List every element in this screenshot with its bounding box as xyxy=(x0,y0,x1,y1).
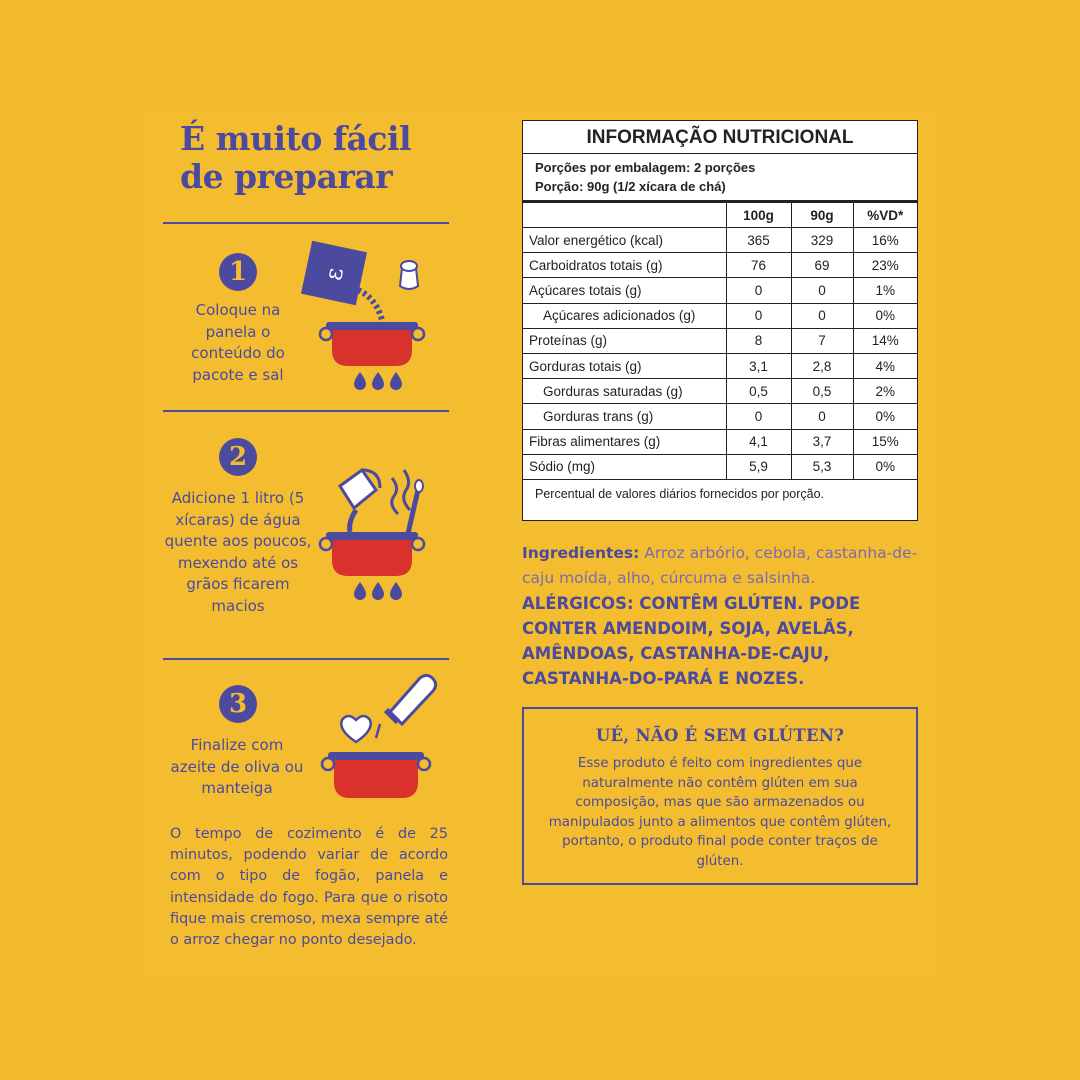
value-100g: 5,9 xyxy=(726,454,791,479)
step-2-illustration xyxy=(310,460,440,610)
flame-icon xyxy=(354,582,402,600)
value-90g: 0,5 xyxy=(791,379,853,404)
ingredients-label: Ingredientes: xyxy=(522,544,640,562)
nutrition-grid xyxy=(523,202,917,480)
value-vd: 1% xyxy=(853,278,917,303)
nutrient-label: Proteínas (g) xyxy=(523,328,726,353)
ingredients xyxy=(522,541,922,591)
measuring-cup-icon xyxy=(340,470,380,532)
column-header: %VD* xyxy=(853,203,917,228)
table-row xyxy=(523,379,917,404)
nutrition-footnote: Percentual de valores diários fornecidos por porção. xyxy=(535,486,825,501)
nutrient-label: Gorduras trans (g) xyxy=(523,404,726,429)
value-100g: 0 xyxy=(726,303,791,328)
ingredients-text: Arroz arbório, cebola, castanha-de-caju moída, alho, cúrcuma e salsinha. xyxy=(522,544,918,587)
column-header xyxy=(523,203,726,228)
value-90g: 3,7 xyxy=(791,429,853,454)
table-header-row xyxy=(523,203,917,228)
portion-size: Porção: 90g (1/2 xícara de chá) xyxy=(535,179,726,194)
table-row xyxy=(523,253,917,278)
table-row xyxy=(523,328,917,353)
value-90g: 329 xyxy=(791,228,853,253)
value-90g: 2,8 xyxy=(791,353,853,378)
oil-bottle-icon xyxy=(376,675,436,738)
divider xyxy=(163,222,449,224)
value-vd: 0% xyxy=(853,303,917,328)
column-header: 100g xyxy=(726,203,791,228)
pot-icon xyxy=(320,532,424,576)
value-vd: 16% xyxy=(853,228,917,253)
package-icon xyxy=(301,241,367,305)
page-title: É muito fácil de preparar xyxy=(180,119,412,196)
pot-icon xyxy=(322,752,430,798)
step-1-illustration xyxy=(296,228,446,398)
value-100g: 76 xyxy=(726,253,791,278)
value-100g: 8 xyxy=(726,328,791,353)
divider xyxy=(163,410,449,412)
svg-text:ε: ε xyxy=(319,265,349,283)
table-row xyxy=(523,429,917,454)
value-90g: 0 xyxy=(791,278,853,303)
pot-icon xyxy=(320,322,424,366)
value-100g: 4,1 xyxy=(726,429,791,454)
nutrient-label: Gorduras saturadas (g) xyxy=(523,379,726,404)
portions-per-package: Porções por embalagem: 2 porções xyxy=(535,160,756,175)
nutrient-label: Fibras alimentares (g) xyxy=(523,429,726,454)
gluten-notice-box xyxy=(522,707,918,885)
value-100g: 365 xyxy=(726,228,791,253)
value-100g: 0,5 xyxy=(726,379,791,404)
step-1-number: 1 xyxy=(219,253,257,291)
value-vd: 14% xyxy=(853,328,917,353)
step-3-illustration xyxy=(316,668,446,808)
value-vd: 0% xyxy=(853,454,917,479)
table-row xyxy=(523,278,917,303)
table-row xyxy=(523,228,917,253)
value-100g: 0 xyxy=(726,278,791,303)
nutrient-label: Carboidratos totais (g) xyxy=(523,253,726,278)
value-90g: 0 xyxy=(791,303,853,328)
flame-icon xyxy=(354,372,402,390)
value-vd: 2% xyxy=(853,379,917,404)
value-vd: 0% xyxy=(853,404,917,429)
salt-shaker-icon xyxy=(400,261,418,289)
table-row xyxy=(523,353,917,378)
step-2-text: Adicione 1 litro (5 xícaras) de água quente aos poucos, mexendo até os grãos ficarem macios xyxy=(164,489,312,615)
table-row xyxy=(523,303,917,328)
nutrition-title: INFORMAÇÃO NUTRICIONAL xyxy=(523,121,917,154)
nutrient-label: Sódio (mg) xyxy=(523,454,726,479)
table-row xyxy=(523,404,917,429)
nutrient-label: Valor energético (kcal) xyxy=(523,228,726,253)
value-90g: 0 xyxy=(791,404,853,429)
column-header: 90g xyxy=(791,203,853,228)
step-3-number: 3 xyxy=(219,685,257,723)
step-1-text: Coloque na panela o conteúdo do pacote e sal xyxy=(191,301,285,384)
value-100g: 3,1 xyxy=(726,353,791,378)
nutrient-label: Açúcares adicionados (g) xyxy=(523,303,726,328)
cooking-time-note: O tempo de cozimento é de 25 minutos, podendo variar de acordo com o tipo de fogão, panela e intensidade do fogo. Para que o risoto fique mais cremoso, mexa sempre até o arroz chegar no ponto desejado. xyxy=(170,826,448,949)
nutrient-label: Gorduras totais (g) xyxy=(523,353,726,378)
value-vd: 15% xyxy=(853,429,917,454)
gluten-notice-text: Esse produto é feito com ingredientes que naturalmente não contêm glúten em sua composição, mas que são armazenados ou manipulados junto a alimentos que contêm glúten, portanto, o produto final pode conter traços de glúten. xyxy=(548,756,892,869)
value-90g: 69 xyxy=(791,253,853,278)
value-90g: 7 xyxy=(791,328,853,353)
portion-info xyxy=(523,154,917,202)
step-3-text: Finalize com azeite de oliva ou manteiga xyxy=(170,736,304,797)
value-100g: 0 xyxy=(726,404,791,429)
table-row xyxy=(523,454,917,479)
nutrient-label: Açúcares totais (g) xyxy=(523,278,726,303)
gluten-notice-title: UÉ, NÃO É SEM GLÚTEN? xyxy=(595,726,845,745)
value-90g: 5,3 xyxy=(791,454,853,479)
value-vd: 4% xyxy=(853,353,917,378)
allergens-text: ALÉRGICOS: CONTÊM GLÚTEN. PODE CONTER AMENDOIM, SOJA, AVELÃS, AMÊNDOAS, CASTANHA-DE-CAJU, CASTANHA-DO-PARÁ E NOZES. xyxy=(522,594,861,688)
heart-icon xyxy=(341,716,370,742)
step-2-number: 2 xyxy=(219,438,257,476)
nutrition-table xyxy=(522,120,918,521)
value-vd: 23% xyxy=(853,253,917,278)
divider xyxy=(163,658,449,660)
